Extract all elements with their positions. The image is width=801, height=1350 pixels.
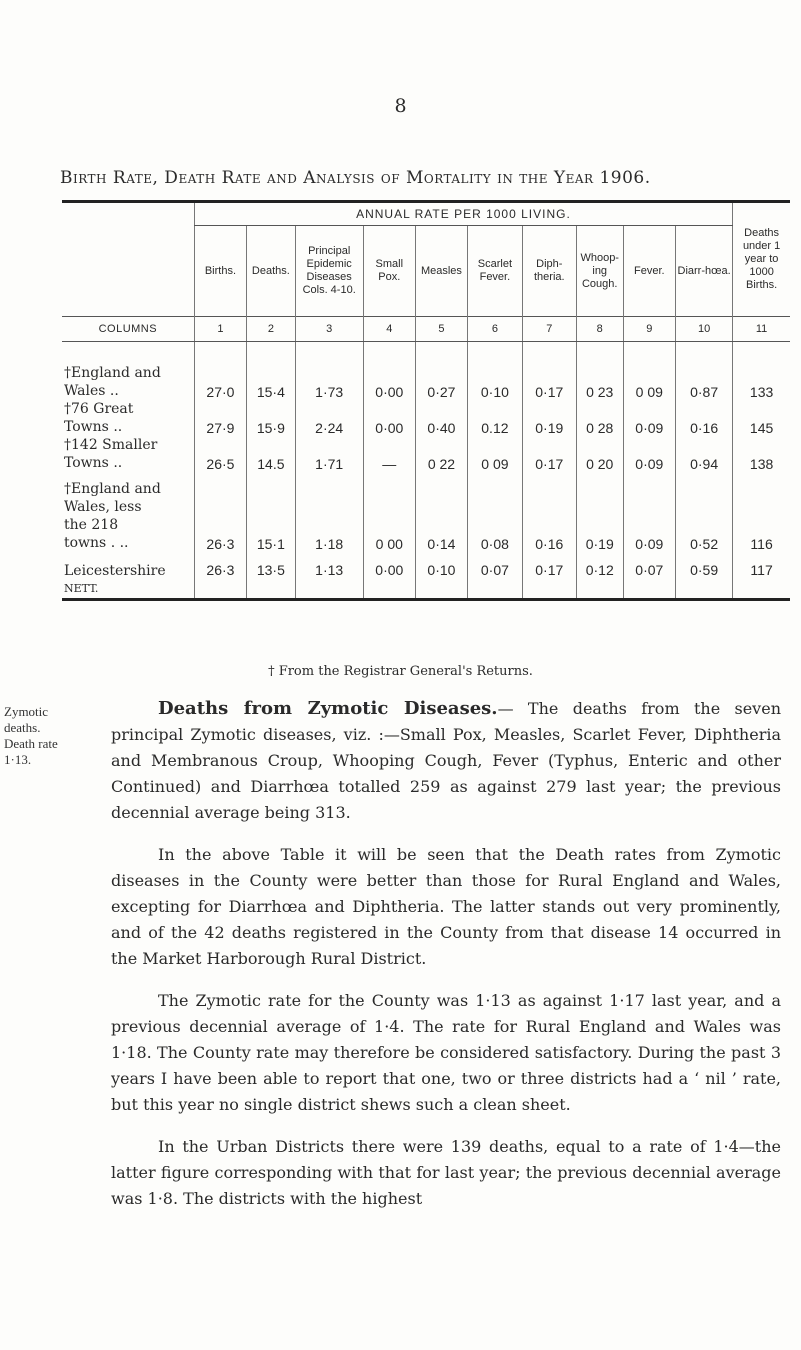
- table-cell: 0·59: [676, 552, 733, 598]
- table-cell: 0·87: [676, 342, 733, 400]
- table-cell: 0·08: [468, 472, 523, 552]
- area-line: Towns ..: [64, 418, 123, 435]
- table-cell: 0·19: [576, 472, 623, 552]
- table-cell: 0·17: [522, 436, 576, 472]
- table-cell: 14.5: [247, 436, 295, 472]
- margin-line: Zymotic: [4, 704, 49, 719]
- area-line: †England and: [64, 480, 161, 497]
- table-cell: 0·10: [468, 342, 523, 400]
- area-line: towns . ..: [64, 534, 129, 551]
- table-cell: 0·52: [676, 472, 733, 552]
- row-area: [62, 436, 194, 472]
- margin-note-death-rate: [4, 736, 64, 768]
- area-line: Wales ..: [64, 382, 119, 399]
- col-header-8: Whoop-ing Cough.: [576, 226, 623, 317]
- table-cell: 0·00: [363, 342, 415, 400]
- table-cell: 0·16: [676, 400, 733, 436]
- row-area: [62, 552, 194, 598]
- table-cell: 27·9: [194, 400, 247, 436]
- col-header-5: Measles: [415, 226, 467, 317]
- table-cell: 0·94: [676, 436, 733, 472]
- col-number: 3: [295, 317, 363, 342]
- body-text: [111, 696, 781, 1228]
- table-cell: 0·17: [522, 552, 576, 598]
- col-header-3: Principal Epidemic Diseases Cols. 4-10.: [295, 226, 363, 317]
- area-line: the 218: [64, 516, 119, 533]
- table-cell: 0·07: [468, 552, 523, 598]
- table-cell: 0 23: [576, 342, 623, 400]
- table-cell: 1·13: [295, 552, 363, 598]
- table-cell: 1·18: [295, 472, 363, 552]
- row-area: [62, 342, 194, 400]
- table-cell: 0 22: [415, 436, 467, 472]
- col-number: 7: [522, 317, 576, 342]
- table-cell: 0 20: [576, 436, 623, 472]
- table-cell: 26·5: [194, 436, 247, 472]
- col-number: 2: [247, 317, 295, 342]
- area-line: †England and: [64, 364, 161, 381]
- col-number: 8: [576, 317, 623, 342]
- table-cell: 138: [733, 436, 790, 472]
- margin-line: 1·13.: [4, 752, 32, 767]
- table-cell: 117: [733, 552, 790, 598]
- col-number: 6: [468, 317, 523, 342]
- table-cell: 26·3: [194, 472, 247, 552]
- table-cell: 0·10: [415, 552, 467, 598]
- table-row: [62, 552, 790, 598]
- table-cell: 0·40: [415, 400, 467, 436]
- table-cell: 0.12: [468, 400, 523, 436]
- table-cell: 26·3: [194, 552, 247, 598]
- table-row: [62, 472, 790, 552]
- table-cell: 0·07: [623, 552, 675, 598]
- table-cell: 0·12: [576, 552, 623, 598]
- row-area: [62, 400, 194, 436]
- paragraph-3: The Zymotic rate for the County was 1·13 as against 1·17 last year, and a previous decennial average of 1·4. The rate for Rural England and Wales was 1·18. The County rate may therefore be considered satisfactory. During the past 3 years I have been able to report that one, two or three districts had a ‘ nil ’ rate, but this year no single district shews such a clean sheet.: [111, 991, 781, 1114]
- paragraph-2: In the above Table it will be seen that the Death rates from Zymotic diseases in the County were better than those for Rural England and Wales, excepting for Diarrhœa and Diphtheria. The latter stands out very prominently, and of the 42 deaths registered in the County from that disease 14 occurred in the Market Harborough Rural District.: [111, 845, 781, 968]
- table-row: [62, 436, 790, 472]
- paragraph-4: In the Urban Districts there were 139 deaths, equal to a rate of 1·4—the latter figure corresponding with that for last year; the previous decennial average was 1·8. The districts with the highest: [111, 1137, 781, 1208]
- col-header-9: Fever.: [623, 226, 675, 317]
- col-header-11: Deaths under 1 year to 1000 Births.: [733, 203, 790, 317]
- table-cell: 1·71: [295, 436, 363, 472]
- corner-cell: [62, 203, 194, 226]
- table-cell: 0·09: [623, 472, 675, 552]
- table-cell: 15·9: [247, 400, 295, 436]
- col-number: 9: [623, 317, 675, 342]
- table-cell: 0·27: [415, 342, 467, 400]
- table-cell: 0·09: [623, 436, 675, 472]
- area-line: Towns ..: [64, 454, 123, 471]
- page-heading: Birth Rate, Death Rate and Analysis of Mortality in the Year 1906.: [60, 168, 651, 188]
- group-header: ANNUAL RATE PER 1000 LIVING.: [194, 203, 733, 226]
- area-line: NETT.: [64, 581, 99, 595]
- page-number: 8: [394, 95, 407, 117]
- col-header-4: Small Pox.: [363, 226, 415, 317]
- col-number: 10: [676, 317, 733, 342]
- table-cell: 0·14: [415, 472, 467, 552]
- table-row: [62, 400, 790, 436]
- table-cell: 145: [733, 400, 790, 436]
- table-cell: 0·19: [522, 400, 576, 436]
- table-cell: 0·09: [623, 400, 675, 436]
- row-area: [62, 472, 194, 552]
- col-header-7: Diph-theria.: [522, 226, 576, 317]
- table-cell: 13·5: [247, 552, 295, 598]
- area-line: Wales, less: [64, 498, 142, 515]
- mortality-table: [62, 200, 790, 601]
- table-cell: 0·16: [522, 472, 576, 552]
- margin-line: Death rate: [4, 736, 58, 751]
- table-cell: 2·24: [295, 400, 363, 436]
- table-footnote: † From the Registrar General's Returns.: [268, 664, 533, 679]
- columns-label: COLUMNS: [62, 317, 194, 342]
- area-line: †142 Smaller: [64, 436, 158, 453]
- table-cell: 0 00: [363, 472, 415, 552]
- col-header-1: Births.: [194, 226, 247, 317]
- table-cell: 0 09: [468, 436, 523, 472]
- table-cell: 0·00: [363, 552, 415, 598]
- col-header-10: Diarr-hœa.: [676, 226, 733, 317]
- col-number: 4: [363, 317, 415, 342]
- col-header-2: Deaths.: [247, 226, 295, 317]
- table-cell: —: [363, 436, 415, 472]
- paragraph-1: [111, 696, 781, 826]
- table-cell: 116: [733, 472, 790, 552]
- table-cell: 0·00: [363, 400, 415, 436]
- col-header-6: Scarlet Fever.: [468, 226, 523, 317]
- table-cell: 15·1: [247, 472, 295, 552]
- margin-line: deaths.: [4, 720, 41, 735]
- area-line: Leicestershire: [64, 562, 166, 579]
- table-cell: 0·17: [522, 342, 576, 400]
- col-number: 1: [194, 317, 247, 342]
- col-number: 11: [733, 317, 790, 342]
- table-cell: 15·4: [247, 342, 295, 400]
- table-row: [62, 342, 790, 400]
- section-heading: Deaths from Zymotic Diseases.: [158, 698, 498, 719]
- col-number: 5: [415, 317, 467, 342]
- margin-note-zymotic: [4, 704, 64, 736]
- paragraph-text: — The deaths from the seven principal Zymotic diseases, viz. :—Small Pox, Measles, Scarlet Fever, Diphtheria and Membranous Croup, Whooping Cough, Fever (Typhus, Enteric and other Continued) and Diarrhœa totalled 259 as against 279 last year; the previous decennial average being 313.: [111, 699, 781, 822]
- table-cell: 133: [733, 342, 790, 400]
- table-cell: 0 28: [576, 400, 623, 436]
- col-header-area: [62, 226, 194, 317]
- area-line: †76 Great: [64, 400, 134, 417]
- table-cell: 27·0: [194, 342, 247, 400]
- table-cell: 1·73: [295, 342, 363, 400]
- table-cell: 0 09: [623, 342, 675, 400]
